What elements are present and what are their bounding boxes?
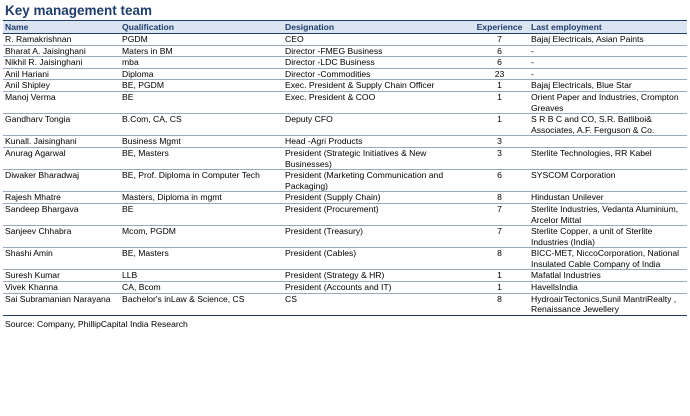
table-row	[3, 147, 687, 169]
cell-name: Gandharv Tongia	[3, 114, 120, 136]
cell-last-employment: Sterlite Copper, a unit of Sterlite Industries (India)	[529, 226, 687, 248]
cell-experience: 1	[470, 114, 529, 136]
column-header-designation: Designation	[283, 21, 470, 34]
table-row	[3, 226, 687, 248]
table-row	[3, 80, 687, 92]
cell-name: Nikhil R. Jaisinghani	[3, 57, 120, 69]
cell-designation: Exec. President & Supply Chain Officer	[283, 80, 470, 92]
column-header-last-employment: Last employment	[529, 21, 687, 34]
cell-experience: 1	[470, 91, 529, 113]
cell-designation: President (Strategic Initiatives & New Businesses)	[283, 147, 470, 169]
cell-designation: Head -Agri Products	[283, 136, 470, 148]
cell-designation: Exec. President & COO	[283, 91, 470, 113]
cell-last-employment	[529, 136, 687, 148]
table-row	[3, 248, 687, 270]
cell-designation: Deputy CFO	[283, 114, 470, 136]
cell-qualification: BE, Masters	[120, 147, 283, 169]
cell-qualification: BE, PGDM	[120, 80, 283, 92]
cell-qualification: BE	[120, 203, 283, 225]
table-row	[3, 282, 687, 294]
cell-experience: 7	[470, 203, 529, 225]
cell-experience: 8	[470, 293, 529, 315]
cell-experience: 6	[470, 57, 529, 69]
cell-designation: President (Marketing Communication and Packaging)	[283, 170, 470, 192]
cell-designation: President (Procurement)	[283, 203, 470, 225]
cell-qualification: Masters, Diploma in mgmt	[120, 192, 283, 204]
table-row	[3, 34, 687, 46]
column-header-name: Name	[3, 21, 120, 34]
cell-experience: 7	[470, 34, 529, 46]
cell-name: Kunall. Jaisinghani	[3, 136, 120, 148]
cell-last-employment: HavellsIndia	[529, 282, 687, 294]
cell-name: Suresh Kumar	[3, 270, 120, 282]
table-row	[3, 203, 687, 225]
cell-qualification: Bachelor's inLaw & Science, CS	[120, 293, 283, 315]
cell-name: Anil Shipley	[3, 80, 120, 92]
cell-name: Rajesh Mhatre	[3, 192, 120, 204]
cell-qualification: Diploma	[120, 68, 283, 80]
cell-qualification: Mcom, PGDM	[120, 226, 283, 248]
table-row	[3, 45, 687, 57]
cell-last-employment: Bajaj Electricals, Blue Star	[529, 80, 687, 92]
cell-designation: President (Accounts and IT)	[283, 282, 470, 294]
cell-designation: Director -FMEG Business	[283, 45, 470, 57]
cell-designation: President (Supply Chain)	[283, 192, 470, 204]
cell-qualification: CA, Bcom	[120, 282, 283, 294]
cell-qualification: B.Com, CA, CS	[120, 114, 283, 136]
cell-name: Anil Hariani	[3, 68, 120, 80]
cell-designation: Director -LDC Business	[283, 57, 470, 69]
table-row	[3, 293, 687, 315]
cell-experience: 6	[470, 45, 529, 57]
table-row	[3, 57, 687, 69]
cell-last-employment: Mafatlal Industries	[529, 270, 687, 282]
cell-experience: 8	[470, 192, 529, 204]
column-header-qualification: Qualification	[120, 21, 283, 34]
cell-last-employment: HydroairTectonics,Sunil MantriRealty , Renaissance Jewellery	[529, 293, 687, 315]
cell-last-employment: -	[529, 45, 687, 57]
source-note: Source: Company, PhillipCapital India Research	[5, 318, 188, 329]
cell-last-employment: Bajaj Electricals, Asian Paints	[529, 34, 687, 46]
cell-last-employment: BICC-MET, NiccoCorporation, National Insulated Cable Company of India	[529, 248, 687, 270]
cell-qualification: LLB	[120, 270, 283, 282]
cell-qualification: BE, Prof. Diploma in Computer Tech	[120, 170, 283, 192]
cell-experience: 3	[470, 136, 529, 148]
cell-last-employment: Sterlite Industries, Vedanta Aluminium, Arcelor Mittal	[529, 203, 687, 225]
table-row	[3, 91, 687, 113]
cell-name: Sandeep Bhargava	[3, 203, 120, 225]
cell-name: R. Ramakrishnan	[3, 34, 120, 46]
management-table-page	[3, 2, 687, 329]
cell-last-employment: S R B C and CO, S.R. Batliboi& Associates, A.F. Ferguson & Co.	[529, 114, 687, 136]
column-header-experience: Experience	[470, 21, 529, 34]
cell-experience: 1	[470, 270, 529, 282]
cell-experience: 6	[470, 170, 529, 192]
table-row	[3, 68, 687, 80]
table-title: Key management team	[3, 2, 687, 21]
cell-name: Manoj Verma	[3, 91, 120, 113]
cell-qualification: BE	[120, 91, 283, 113]
cell-name: Diwaker Bharadwaj	[3, 170, 120, 192]
cell-qualification: PGDM	[120, 34, 283, 46]
table-body	[3, 34, 687, 316]
cell-last-employment: SYSCOM Corporation	[529, 170, 687, 192]
cell-designation: CEO	[283, 34, 470, 46]
cell-last-employment: Sterlite Technologies, RR Kabel	[529, 147, 687, 169]
table-row	[3, 114, 687, 136]
cell-experience: 1	[470, 282, 529, 294]
cell-qualification: mba	[120, 57, 283, 69]
cell-last-employment: Orient Paper and Industries, Crompton Greaves	[529, 91, 687, 113]
table-row	[3, 136, 687, 148]
cell-experience: 23	[470, 68, 529, 80]
table-row	[3, 270, 687, 282]
cell-qualification: BE, Masters	[120, 248, 283, 270]
cell-designation: Director -Commodities	[283, 68, 470, 80]
table-row	[3, 192, 687, 204]
cell-name: Anurag Agarwal	[3, 147, 120, 169]
cell-designation: President (Treasury)	[283, 226, 470, 248]
cell-experience: 3	[470, 147, 529, 169]
cell-experience: 8	[470, 248, 529, 270]
cell-experience: 1	[470, 80, 529, 92]
cell-name: Shashi Amin	[3, 248, 120, 270]
table-row	[3, 170, 687, 192]
cell-last-employment: -	[529, 68, 687, 80]
cell-name: Sanjeev Chhabra	[3, 226, 120, 248]
cell-last-employment: Hindustan Unilever	[529, 192, 687, 204]
cell-designation: CS	[283, 293, 470, 315]
header-row	[3, 21, 687, 34]
cell-qualification: Maters in BM	[120, 45, 283, 57]
cell-name: Bharat A. Jaisinghani	[3, 45, 120, 57]
cell-last-employment: -	[529, 57, 687, 69]
cell-designation: President (Strategy & HR)	[283, 270, 470, 282]
cell-experience: 7	[470, 226, 529, 248]
cell-name: Vivek Khanna	[3, 282, 120, 294]
management-table	[3, 21, 687, 316]
cell-designation: President (Cables)	[283, 248, 470, 270]
cell-qualification: Business Mgmt	[120, 136, 283, 148]
cell-name: Sai Subramanian Narayana	[3, 293, 120, 315]
